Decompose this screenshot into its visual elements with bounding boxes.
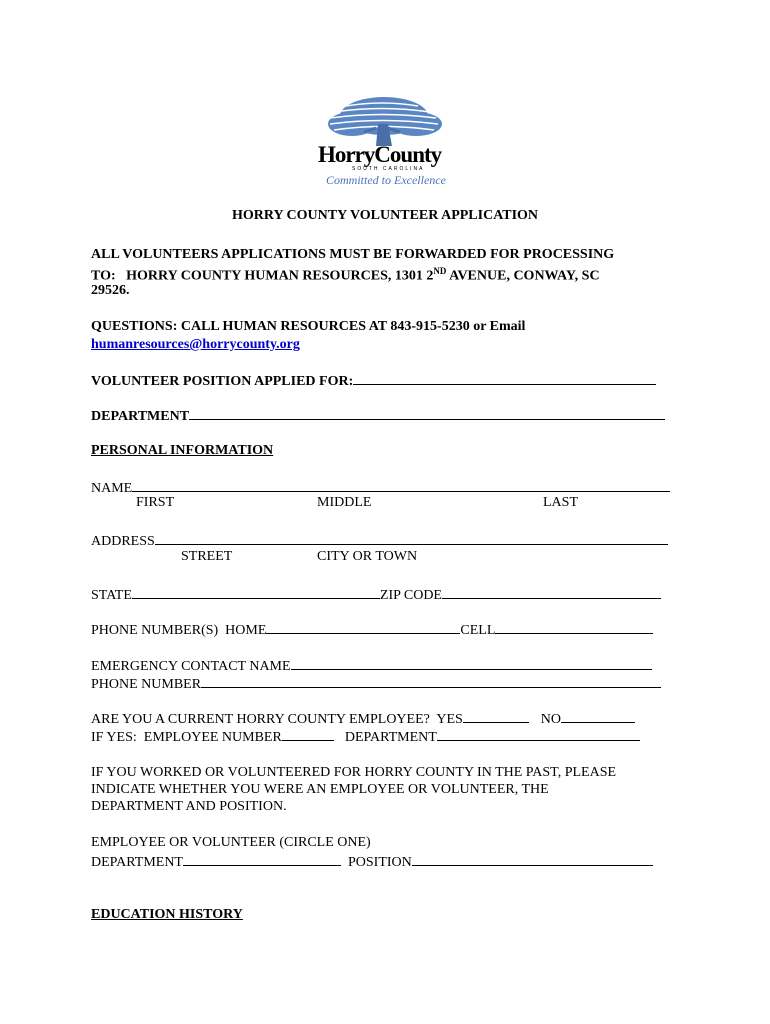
position-applied-row — [91, 371, 656, 390]
horry-county-logo — [312, 94, 462, 190]
questions-line: QUESTIONS: CALL HUMAN RESOURCES AT 843-915-5230 or Email — [91, 319, 526, 334]
employee-number-field[interactable] — [282, 727, 334, 741]
forward-line-2b: AVENUE, CONWAY, SC — [446, 268, 600, 284]
state-zip-row — [91, 585, 661, 604]
emergency-phone-field[interactable] — [201, 674, 661, 688]
zip-label: ZIP CODE — [379, 588, 442, 603]
position-field[interactable] — [353, 371, 656, 385]
if-yes-label: IF YES: EMPLOYEE NUMBER — [91, 730, 282, 745]
past-line-1: IF YOU WORKED OR VOLUNTEERED FOR HORRY COUNTY IN THE PAST, PLEASE — [91, 765, 617, 780]
current-employee-row — [91, 709, 635, 728]
name-row — [91, 478, 670, 497]
forward-line-2 — [91, 263, 600, 285]
forward-line-2-sup: ND — [433, 266, 447, 276]
emergency-label: EMERGENCY CONTACT NAME — [91, 659, 291, 674]
emergency-contact-field[interactable] — [291, 656, 652, 670]
state-field[interactable] — [132, 585, 380, 599]
middle-caption: MIDDLE — [317, 495, 372, 510]
name-field[interactable] — [132, 478, 670, 492]
first-caption: FIRST — [136, 495, 175, 510]
department-row — [91, 406, 665, 425]
department-label: DEPARTMENT — [91, 409, 190, 424]
emergency-contact-row — [91, 656, 652, 675]
phone-home-label: PHONE NUMBER(S) HOME — [91, 623, 267, 638]
past-department-field[interactable] — [183, 852, 341, 866]
past-position-label: POSITION — [347, 855, 412, 870]
hr-email-text[interactable]: humanresources@horrycounty.org — [91, 337, 300, 352]
yes-field[interactable] — [463, 709, 529, 723]
home-phone-field[interactable] — [266, 620, 460, 634]
street-caption: STREET — [181, 549, 233, 564]
forward-line-1: ALL VOLUNTEERS APPLICATIONS MUST BE FORWARDED FOR PROCESSING — [91, 247, 615, 262]
state-label: STATE — [91, 588, 132, 603]
cell-label: CELL — [460, 623, 496, 638]
forward-line-3: 29526. — [91, 283, 130, 298]
logo-state: SOUTH CAROLINA — [352, 166, 425, 172]
employee-department-field[interactable] — [437, 727, 640, 741]
hr-email-link[interactable] — [91, 336, 300, 353]
phone-number-label: PHONE NUMBER — [91, 677, 202, 692]
no-label: NO — [540, 712, 562, 727]
address-label: ADDRESS — [91, 534, 155, 549]
zip-field[interactable] — [442, 585, 661, 599]
logo-name: HorryCounty — [318, 142, 442, 167]
past-department-row — [91, 852, 653, 871]
cell-phone-field[interactable] — [495, 620, 653, 634]
circle-one-line: EMPLOYEE OR VOLUNTEER (CIRCLE ONE) — [91, 835, 371, 850]
address-row — [91, 531, 668, 550]
past-department-label: DEPARTMENT — [91, 855, 183, 870]
no-field[interactable] — [561, 709, 635, 723]
city-caption: CITY OR TOWN — [317, 549, 418, 564]
past-position-field[interactable] — [412, 852, 653, 866]
address-field[interactable] — [155, 531, 668, 545]
emergency-phone-row — [91, 674, 661, 693]
past-line-2: INDICATE WHETHER YOU WERE AN EMPLOYEE OR VOLUNTEER, THE — [91, 782, 549, 797]
position-label: VOLUNTEER POSITION APPLIED FOR: — [91, 374, 354, 389]
past-line-3: DEPARTMENT AND POSITION. — [91, 799, 287, 814]
employee-question: ARE YOU A CURRENT HORRY COUNTY EMPLOYEE? YES — [91, 712, 463, 727]
name-label: NAME — [91, 481, 133, 496]
forward-line-2a: TO: HORRY COUNTY HUMAN RESOURCES, 1301 2 — [91, 268, 434, 284]
personal-info-heading: PERSONAL INFORMATION — [91, 443, 274, 458]
form-title: HORRY COUNTY VOLUNTEER APPLICATION — [231, 208, 539, 223]
if-yes-row — [91, 727, 640, 746]
department-field[interactable] — [189, 406, 665, 420]
logo-tagline: Committed to Excellence — [326, 173, 446, 187]
education-history-heading: EDUCATION HISTORY — [91, 907, 243, 922]
phone-row — [91, 620, 653, 639]
if-yes-department-label: DEPARTMENT — [344, 730, 437, 745]
last-caption: LAST — [543, 495, 578, 510]
